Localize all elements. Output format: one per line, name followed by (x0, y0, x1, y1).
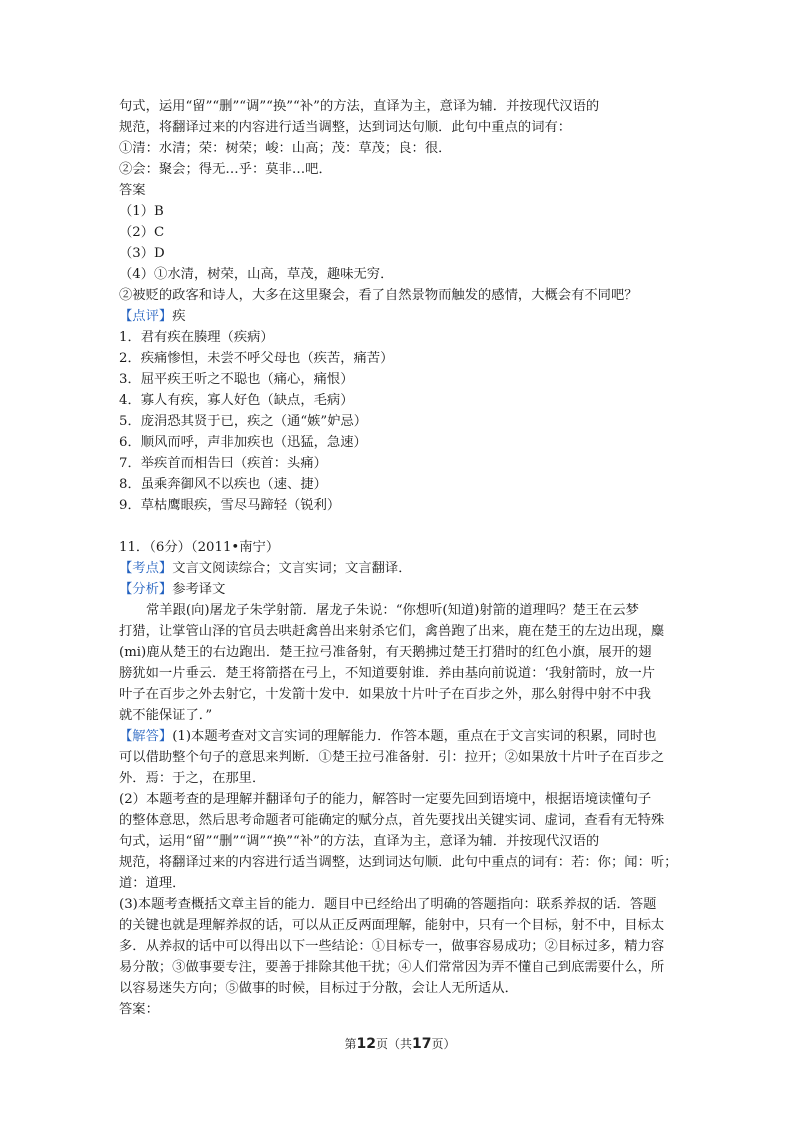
fenxi-tag: 【分析】 (119, 582, 173, 597)
jieda-body-line: 的关键也就是理解养叔的话，可以从正反两面理解，能射中，只有一个目标，射不中，目标太 (119, 918, 665, 933)
dianping-text: 疾 (172, 309, 186, 324)
jieda-body-line: 以容易迷失方向；⑤做事的时候，目标过于分散，会让人无所适从． (119, 981, 518, 996)
text-line: 句式，运用“留”“删”“调”“换”“补”的方法，直译为主，意译为辅．并按现代汉语的 (119, 99, 600, 114)
jieda-tag: 【解答】 (119, 729, 173, 744)
jieda-body-line: 的整体意思，然后思考命题者可能确定的赋分点，首先要找出关键实词、虚词，查看有无特殊 (119, 813, 665, 828)
footer-suffix: 页） (431, 1037, 456, 1051)
fenxi-line (119, 579, 685, 600)
list-item: 9．草枯鹰眼疾，雪尽马蹄轻（锐利） (119, 498, 341, 513)
jieda-body-line: 可以借助整个句子的意思来判断．①楚王拉弓准备射．引：拉开；②如果放十片叶子在百步之 (119, 750, 665, 765)
jieda-body-line: 句式，运用“留”“删”“调”“换”“补”的方法，直译为主，意译为辅．并按现代汉语的 (119, 834, 600, 849)
translation-line: (mi)鹿从楚王的右边跑出．楚王拉弓准备射，有天鹅拂过楚王打猎时的红色小旗，展开的翅 (119, 645, 652, 660)
translation-line: 膀犹如一片垂云．楚王将箭搭在弓上，不知道要射谁．养由基向前说道：‘我射箭时，放一片 (119, 666, 656, 681)
kaodian-text: 文言文阅读综合；文言实词；文言翻译． (172, 561, 412, 576)
answer-item: ②被贬的政客和诗人，大多在这里聚会，看了自然景物而触发的感情，大概会有不同吧？ (119, 288, 638, 303)
list-item: 7．举疾首而相告曰（疾首：头痛） (119, 456, 327, 471)
list-item: 8．虽乘奔御风不以疾也（速、捷） (119, 477, 327, 492)
fenxi-text: 参考译文 (172, 582, 226, 597)
page-footer (0, 1035, 800, 1052)
spacer (119, 516, 685, 537)
text-line: 规范，将翻译过来的内容进行适当调整，达到词达句顺．此句中重点的词有： (119, 120, 572, 135)
question-header: 11．（6分）（2011•南宁） (119, 540, 280, 555)
total-pages: 17 (412, 1036, 432, 1052)
kaodian-line (119, 558, 685, 579)
answer-item: （4）①水清，树荣，山高，草茂，趣味无穷． (119, 267, 394, 282)
dianping-tag: 【点评】 (119, 309, 173, 324)
jieda-line (119, 726, 685, 747)
text-line: ①清：水清；荣：树荣；峻：山高；茂：草茂；良：很． (119, 141, 452, 156)
jieda-body-line: 规范，将翻译过来的内容进行适当调整，达到词达句顺．此句中重点的词有：若：你；闻：听； (119, 855, 678, 870)
answer-item: （3）D (119, 246, 165, 261)
list-item: 1．君有疾在腠理（疾病） (119, 330, 274, 345)
answer-item: （1）B (119, 204, 164, 219)
translation-line: 打猎，让掌管山泽的官员去哄赶禽兽出来射杀它们，禽兽跑了出来，鹿在楚王的左边出现，麋 (119, 624, 665, 639)
document-page (119, 96, 685, 1020)
list-item: 3．屈平疾王听之不聪也（痛心，痛恨） (119, 372, 354, 387)
footer-prefix: 第 (344, 1037, 357, 1051)
answer-item: （2）C (119, 225, 165, 240)
list-item: 6．顺风而呼，声非加疾也（迅猛，急速） (119, 435, 367, 450)
jieda-body-line: 多．从养叔的话中可以得出以下一些结论：①目标专一，做事容易成功；②目标过多，精力容 (119, 939, 665, 954)
answer-label: 答案： (119, 1002, 159, 1017)
jieda-body-line: 道：道理． (119, 876, 186, 891)
list-item: 2．疾痛惨怛，未尝不呼父母也（疾苦，痛苦） (119, 351, 394, 366)
page-number: 12 (356, 1036, 376, 1052)
footer-middle: 页（共 (375, 1037, 412, 1051)
list-item: 4．寡人有疾，寡人好色（缺点，毛病） (119, 393, 354, 408)
text-line: ②会：聚会；得无…乎：莫非…吧． (119, 162, 332, 177)
jieda-text: (1)本题考查对文言实词的理解能力．作答本题，重点在于文言实词的积累，同时也 (172, 729, 657, 744)
translation-line: 常羊跟(向)屠龙子朱学射箭．屠龙子朱说：“你想听(知道)射箭的道理吗？楚王在云梦 (146, 603, 639, 618)
dianping-line (119, 306, 685, 327)
translation-line: 就不能保证了．” (119, 708, 213, 723)
translation-line: 叶子在百步之外去射它，十发箭十发中．如果放十片叶子在百步之外，那么射得中射不中我 (119, 687, 651, 702)
answer-heading: 答案 (119, 183, 146, 198)
jieda-body-line: (3)本题考查概括文章主旨的能力．题目中已经给出了明确的答题指向：联系养叔的话．答题 (119, 897, 657, 912)
jieda-body-line: 易分散；③做事要专注，要善于排除其他干扰；④人们常常因为弄不懂自己到底需要什么，所 (119, 960, 665, 975)
kaodian-tag: 【考点】 (119, 561, 173, 576)
list-item: 5．庞涓恐其贤于已，疾之（通“嫉”妒忌） (119, 414, 368, 429)
jieda-body-line: (2）本题考查的是理解并翻译句子的能力，解答时一定要先回到语境中，根据语境读懂句子 (119, 792, 652, 807)
jieda-body-line: 外．焉：于之，在那里． (119, 771, 266, 786)
